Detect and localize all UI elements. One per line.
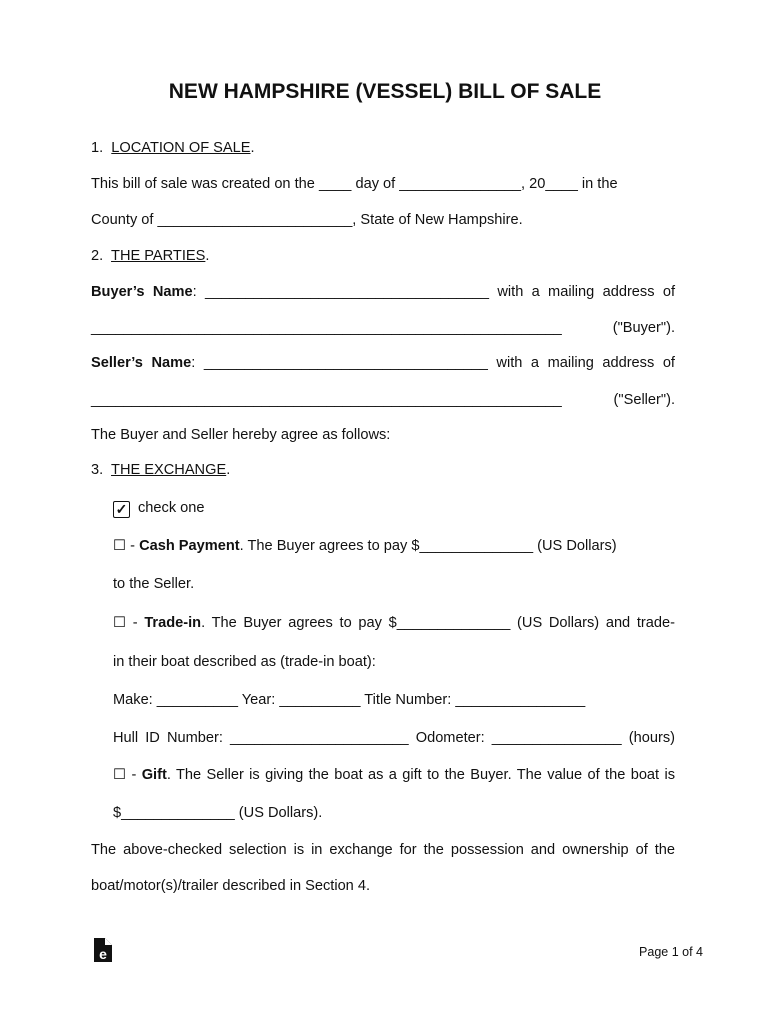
text-segment: check one (138, 500, 205, 516)
text-segment: . (226, 462, 231, 478)
text-segment: boat/motor(s)/trailer described in Section 4. (91, 878, 371, 894)
text-segment: ☐ - (113, 538, 140, 554)
text-segment: __________________________________________________________ ("Seller"). (91, 392, 675, 408)
text-segment: The Buyer and Seller hereby agree as follows: (91, 427, 391, 443)
text-segment: $______________ (US Dollars). (113, 805, 323, 821)
text-segment: Hull ID Number: ______________________ Odometer: ________________ (hours) (113, 730, 675, 746)
text-segment: . (250, 140, 255, 156)
document-line (91, 247, 209, 265)
document-line (113, 691, 585, 709)
document-line (113, 499, 205, 518)
text-segment: . The Buyer agrees to pay $______________ (US Dollars) and trade- (201, 615, 675, 631)
document-line (91, 877, 370, 895)
text-segment: : ___________________________________ with a mailing address of (191, 355, 675, 371)
text-segment: 3. (91, 462, 112, 478)
document-line (91, 354, 675, 372)
document-line (91, 391, 675, 409)
document-line (113, 653, 376, 671)
document-line (91, 426, 390, 444)
document-line (91, 319, 675, 337)
field-label: Trade-in (144, 615, 202, 631)
field-label: Seller’s Name (91, 355, 192, 371)
document-line (113, 537, 617, 555)
text-segment: The above-checked selection is in exchange for the possession and ownership of the (91, 842, 675, 858)
field-label: Cash Payment (139, 538, 240, 554)
text-segment: to the Seller. (113, 576, 195, 592)
text-segment: Make: __________ Year: __________ Title Number: ________________ (113, 692, 586, 708)
section-heading: THE PARTIES (111, 248, 206, 264)
text-segment: . The Buyer agrees to pay $______________ (US Dollars) (239, 538, 617, 554)
field-label: Gift (141, 767, 167, 783)
document-line (91, 283, 675, 301)
document-line (91, 841, 675, 859)
text-segment: : ___________________________________ with a mailing address of (192, 284, 675, 300)
section-heading: LOCATION OF SALE (111, 140, 251, 156)
e-document-logo-icon (94, 938, 112, 962)
text-segment: ☐ - (113, 767, 142, 783)
svg-text:e: e (99, 946, 107, 962)
text-segment: 2. (91, 248, 112, 264)
text-segment: This bill of sale was created on the ____ day of _______________, 20____ in the (91, 176, 618, 192)
text-segment: . (205, 248, 210, 264)
text-segment: in their boat described as (trade-in boat): (113, 654, 376, 670)
document-line (113, 614, 675, 632)
document-title: NEW HAMPSHIRE (VESSEL) BILL OF SALE (168, 80, 602, 103)
document-line (113, 575, 194, 593)
document-line (91, 211, 523, 229)
text-segment: . The Seller is giving the boat as a gift to the Buyer. The value of the boat is (166, 767, 676, 783)
document-line (113, 804, 322, 822)
page-number: Page 1 of 4 (639, 945, 703, 959)
document-line (91, 175, 618, 193)
text-segment: 1. (91, 140, 112, 156)
document-line (113, 729, 675, 747)
field-label: Buyer’s Name (91, 284, 193, 300)
checked-checkbox-icon[interactable]: ✓ (113, 501, 130, 518)
text-segment: ☐ - (113, 615, 145, 631)
document-line (113, 766, 675, 784)
text-segment: County of ________________________, State of New Hampshire. (91, 212, 523, 228)
section-heading: THE EXCHANGE (111, 462, 227, 478)
document-line (91, 461, 230, 479)
document-line (91, 139, 255, 157)
text-segment: __________________________________________________________ ("Buyer"). (91, 320, 675, 336)
